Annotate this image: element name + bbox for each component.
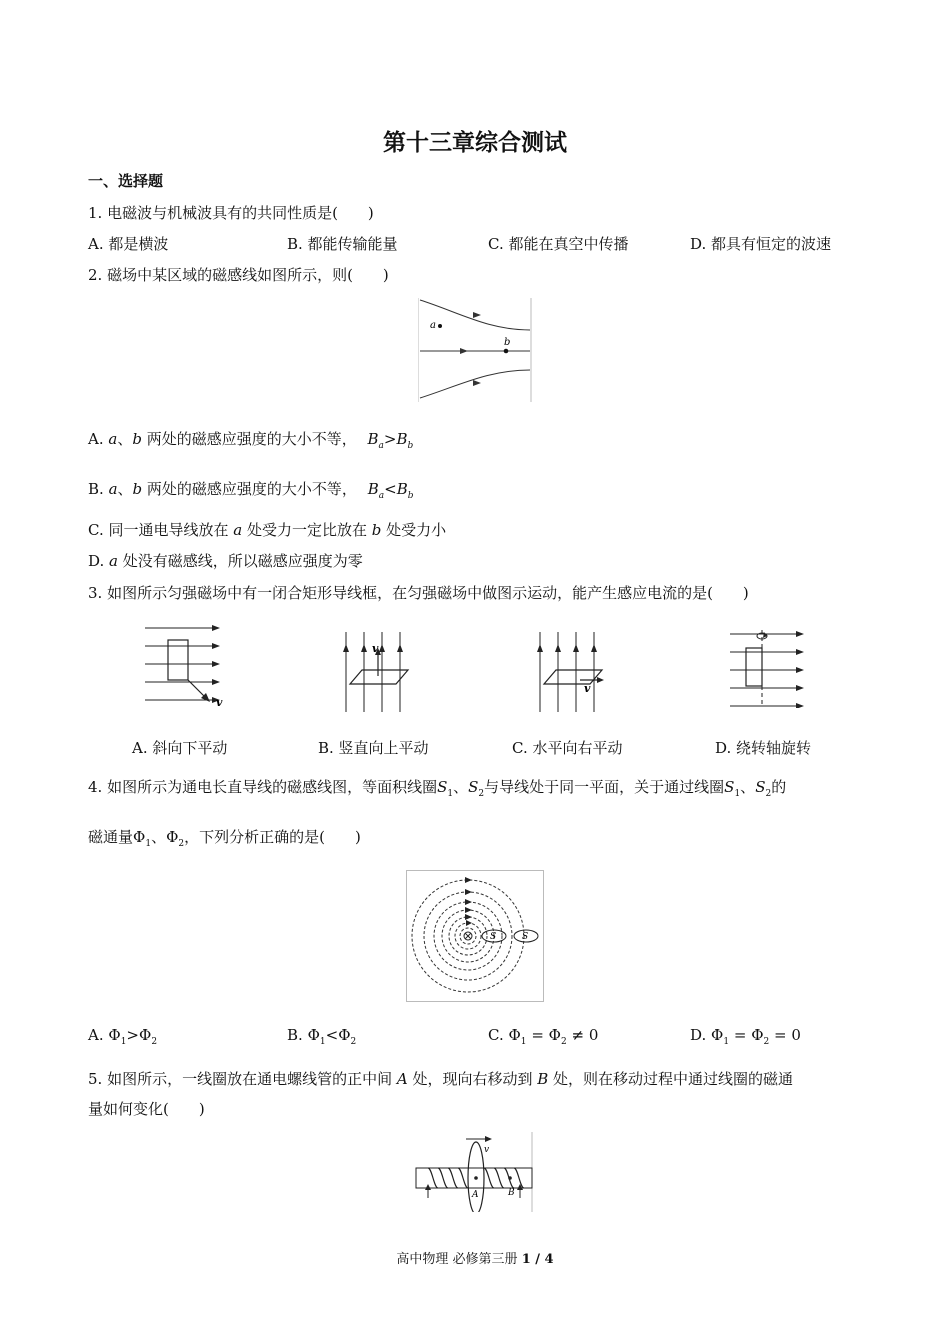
- q2-option-b: B. a、b 两处的磁感应强度的大小不等， $B_a<B_b$: [88, 480, 414, 501]
- q4-option-b: B. $\Phi_1<\Phi_2$: [287, 1026, 357, 1047]
- solenoid-figure: [414, 1132, 536, 1212]
- q3-caption-d: D. 绕转轴旋转: [715, 739, 812, 757]
- svg-text:v: v: [216, 696, 223, 709]
- svg-text:v: v: [484, 1145, 490, 1155]
- q3-caption-c: C. 水平向右平动: [512, 739, 623, 757]
- page-title: 第十三章综合测试: [383, 130, 567, 156]
- q3-figure-d: [726, 628, 810, 708]
- q1-option-b: B. 都能传输能量: [287, 235, 398, 253]
- q2-option-c: C. 同一通电导线放在 a 处受力一定比放在 b 处受力小: [88, 521, 447, 539]
- question-3-stem: 3. 如图所示匀强磁场中有一闭合矩形导线框，在匀强磁场中做图示运动，能产生感应电流的是( ): [88, 584, 749, 602]
- page-footer: 高中物理 必修第三册 1 / 4: [396, 1252, 554, 1267]
- q3-caption-b: B. 竖直向上平动: [318, 739, 429, 757]
- page-number: 1 / 4: [521, 1252, 554, 1267]
- q4-option-d: D. $\Phi_1 = \Phi_2 = 0$: [690, 1026, 801, 1047]
- svg-text:v: v: [372, 642, 379, 655]
- question-2-stem: 2. 磁场中某区域的磁感线如图所示，则( ): [88, 266, 389, 284]
- question-5-stem-line1: 5. 如图所示，一线圈放在通电螺线管的正中间 A 处，现向右移动到 B 处，则在移动过程中通过线圈的磁通: [88, 1070, 794, 1088]
- section-heading: 一、选择题: [88, 172, 164, 190]
- q1-option-d: D. 都具有恒定的波速: [690, 235, 832, 253]
- q3-figure-a: [140, 622, 230, 714]
- q3-figure-b: [338, 628, 418, 714]
- q1-option-a: A. 都是横波: [88, 235, 169, 253]
- question-4-stem-line1: 4. 如图所示为通电长直导线的磁感线图，等面积线圈$S_1$、$S_2$与导线处于同一平面，关于通过线圈$S_1$、$S_2$的: [88, 778, 787, 799]
- q1-option-c: C. 都能在真空中传播: [488, 235, 629, 253]
- svg-text:B: B: [508, 1188, 515, 1198]
- svg-text:v: v: [584, 682, 591, 695]
- svg-text:S: S: [490, 932, 497, 942]
- q3-figure-c: [532, 628, 612, 714]
- q3-caption-a: A. 斜向下平动: [132, 739, 228, 757]
- q2-option-a: A. a、b 两处的磁感应强度的大小不等， $B_a>B_b$: [88, 430, 414, 451]
- question-5-stem-line2: 量如何变化( ): [88, 1100, 205, 1118]
- svg-text:S: S: [522, 932, 529, 942]
- svg-text:A: A: [472, 1190, 479, 1200]
- question-4-stem-line2: 磁通量$\Phi_1$、$\Phi_2$，下列分析正确的是( ): [88, 828, 361, 849]
- question-1-stem: 1. 电磁波与机械波具有的共同性质是( ): [88, 204, 374, 222]
- point-b-label: b: [504, 337, 511, 348]
- q4-option-c: C. $\Phi_1 = \Phi_2 \ne 0$: [488, 1026, 599, 1047]
- field-lines-figure: [418, 298, 532, 402]
- q4-option-a: A. $\Phi_1>\Phi_2$: [88, 1026, 158, 1047]
- q2-option-d: D. a 处没有磁感线，所以磁感应强度为零: [88, 552, 363, 570]
- wire-field-figure: [406, 870, 544, 1002]
- point-a-label: a: [430, 320, 436, 331]
